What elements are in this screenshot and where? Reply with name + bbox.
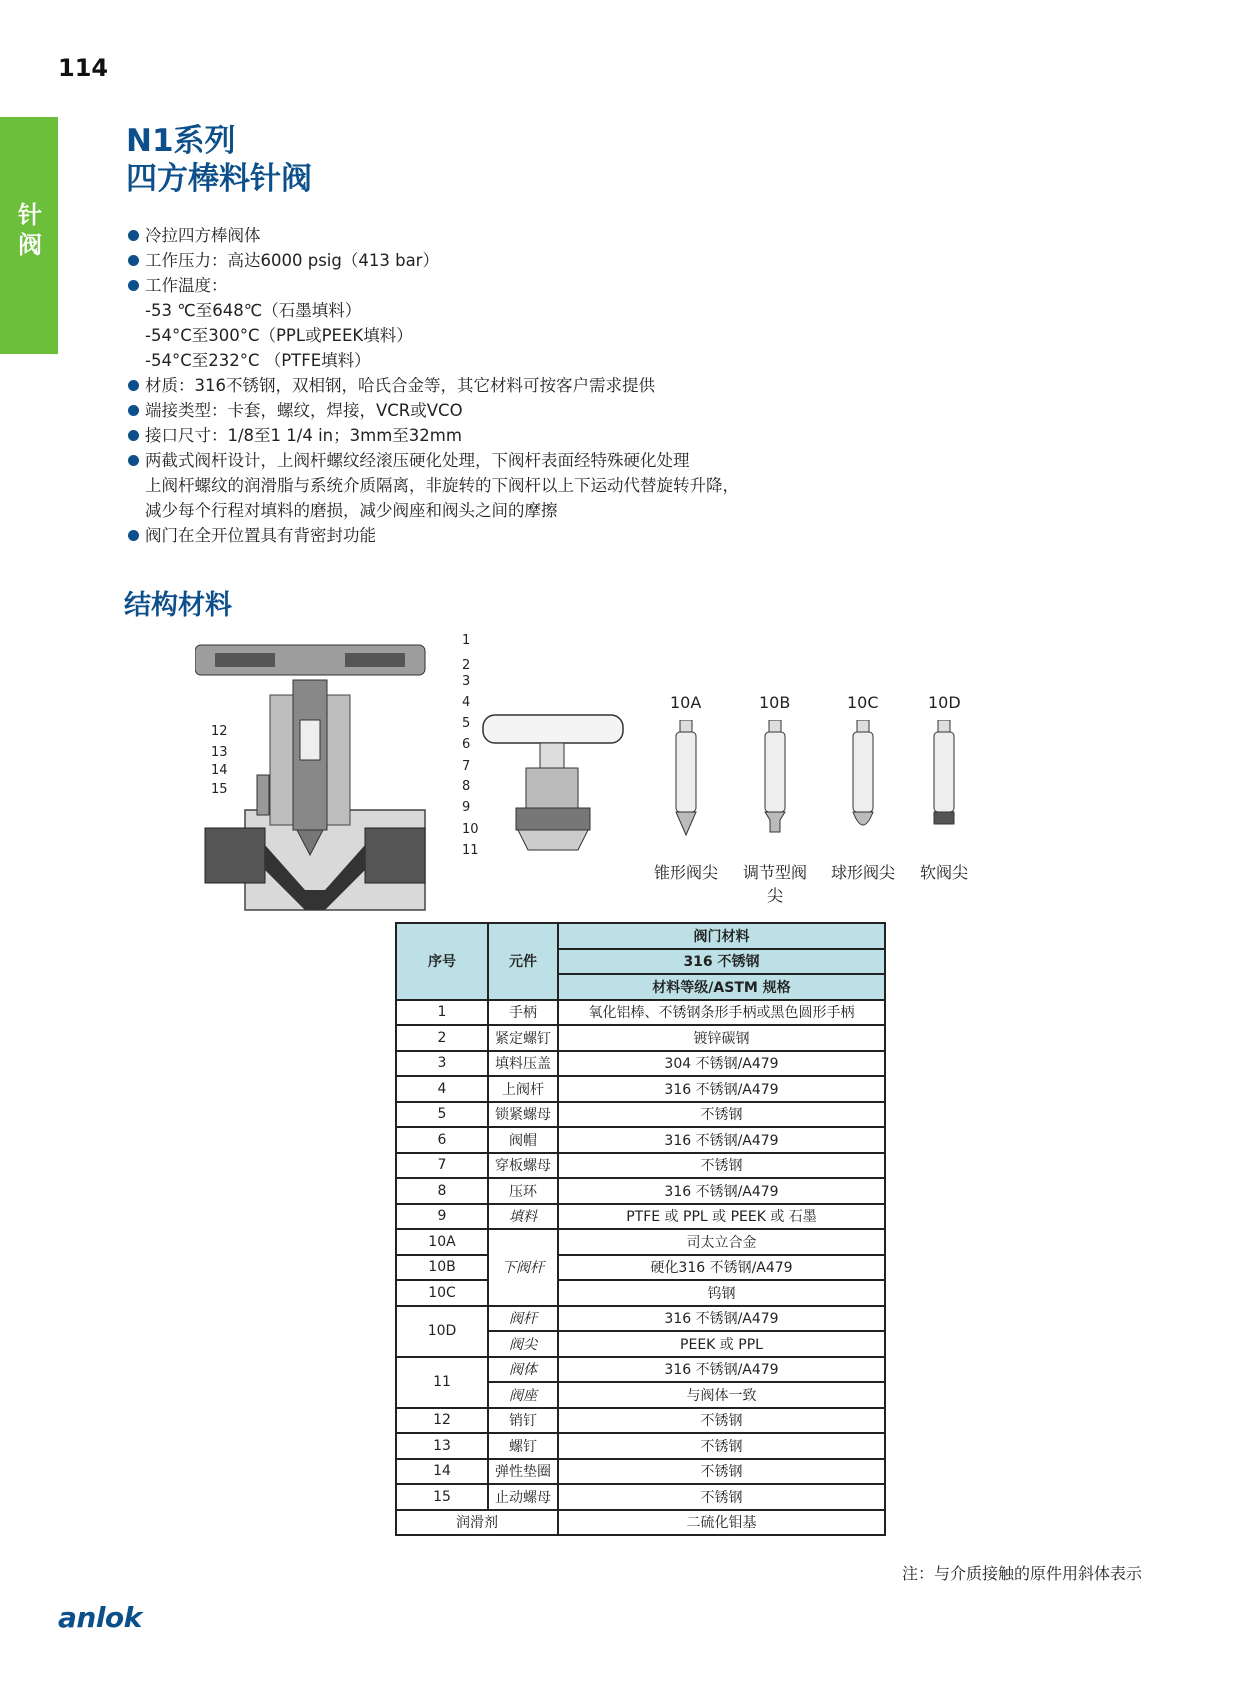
- feature-text: 上阀杆螺纹的润滑脂与系统介质隔离，非旋转的下阀杆以上下运动代替旋转升降，: [145, 476, 739, 495]
- header-part: 元件: [488, 923, 558, 1000]
- feature-text: 接口尺寸：1/8至1 1/4 in；3mm至32mm: [145, 426, 462, 445]
- header-no: 序号: [396, 923, 488, 1000]
- diagram-label: 5: [462, 716, 471, 731]
- bullet-icon: [128, 455, 139, 466]
- cell-no: 10D: [396, 1306, 488, 1357]
- diagram-label: 8: [462, 779, 471, 794]
- table-row: [396, 1000, 885, 1026]
- cell-material: 二硫化钼基: [558, 1510, 885, 1536]
- bullet-icon: [128, 230, 139, 241]
- tip-code: 10A: [670, 693, 702, 712]
- feature-item: [128, 273, 739, 298]
- cell-no: 1: [396, 1000, 488, 1026]
- feature-text: 冷拉四方棒阀体: [145, 226, 261, 245]
- cell-no: 8: [396, 1178, 488, 1204]
- cell-no: 12: [396, 1408, 488, 1434]
- cell-no: 11: [396, 1357, 488, 1408]
- table-row: [396, 1178, 885, 1204]
- tip-name: 调节型阀尖: [742, 863, 807, 905]
- bullet-icon: [128, 280, 139, 291]
- cell-no: 13: [396, 1433, 488, 1459]
- header-material-group: 阀门材料: [558, 923, 885, 949]
- cell-no: 3: [396, 1051, 488, 1077]
- tip-code: 10B: [759, 693, 791, 712]
- cell-part: 紧定螺钉: [488, 1025, 558, 1051]
- cell-material: 镀锌碳钢: [558, 1025, 885, 1051]
- cell-no: 5: [396, 1102, 488, 1128]
- feature-item: [128, 473, 739, 498]
- cell-material: 氧化铝棒、不锈钢条形手柄或黑色圆形手柄: [558, 1000, 885, 1026]
- cell-part: 锁紧螺母: [488, 1102, 558, 1128]
- section-heading: 结构材料: [124, 590, 232, 621]
- cell-material: 316 不锈钢/A479: [558, 1178, 885, 1204]
- feature-item: [128, 323, 739, 348]
- cell-material: 304 不锈钢/A479: [558, 1051, 885, 1077]
- valve-tip-icon: [760, 720, 790, 840]
- cell-part: 填料: [488, 1204, 558, 1230]
- valve-tip-icon: [671, 720, 701, 840]
- cell-part: 下阀杆: [488, 1229, 558, 1306]
- cell-no: 10A: [396, 1229, 488, 1255]
- cell-no: 4: [396, 1076, 488, 1102]
- bullet-icon: [128, 380, 139, 391]
- cell-material: 与阀体一致: [558, 1382, 885, 1408]
- valve-tip-icon: [929, 720, 959, 840]
- cell-no: 10C: [396, 1280, 488, 1306]
- cell-material: 316 不锈钢/A479: [558, 1306, 885, 1332]
- cell-no: 2: [396, 1025, 488, 1051]
- bullet-icon: [128, 405, 139, 416]
- bullet-icon: [128, 530, 139, 541]
- feature-item: [128, 423, 739, 448]
- feature-item: [128, 348, 739, 373]
- cell-part: 止动螺母: [488, 1484, 558, 1510]
- diagram-label: 2: [462, 658, 471, 673]
- diagram-label: 10: [462, 822, 479, 837]
- cell-material: 硬化316 不锈钢/A479: [558, 1255, 885, 1281]
- cell-material: 316 不锈钢/A479: [558, 1357, 885, 1383]
- cell-part: 阀座: [488, 1382, 558, 1408]
- diagram-label: 6: [462, 737, 471, 752]
- feature-item: [128, 498, 739, 523]
- cell-part: 上阀杆: [488, 1076, 558, 1102]
- feature-item: [128, 298, 739, 323]
- cell-no: 7: [396, 1153, 488, 1179]
- diagram-label: 9: [462, 800, 471, 815]
- side-tab-label: 针阀: [18, 201, 42, 259]
- diagram-label: 11: [462, 843, 479, 858]
- feature-text: -54°C至300°C（PPL或PEEK填料）: [145, 326, 413, 345]
- header-material: 316 不锈钢: [558, 949, 885, 975]
- page-title: [126, 122, 312, 198]
- table-row: [396, 1408, 885, 1434]
- valve-cross-section-diagram: [195, 640, 495, 930]
- feature-item: [128, 448, 739, 473]
- cell-material: 不锈钢: [558, 1484, 885, 1510]
- table-row: [396, 1229, 885, 1255]
- header-spec: 材料等级/ASTM 规格: [558, 974, 885, 1000]
- diagram-label: 14: [211, 763, 228, 778]
- table-row: [396, 1459, 885, 1485]
- feature-text: 阀门在全开位置具有背密封功能: [145, 526, 376, 545]
- page-number: 114: [58, 54, 109, 82]
- feature-text: -54°C至232°C （PTFE填料）: [145, 351, 371, 370]
- cell-part: 销钉: [488, 1408, 558, 1434]
- cell-material: 司太立合金: [558, 1229, 885, 1255]
- diagram-label: 3: [462, 674, 471, 689]
- cell-no: 10B: [396, 1255, 488, 1281]
- table-row: [396, 1280, 885, 1306]
- table-row: [396, 1204, 885, 1230]
- tip-code: 10D: [928, 693, 961, 712]
- title-line-1: N1系列: [126, 123, 236, 159]
- bullet-icon: [128, 430, 139, 441]
- feature-text: 工作压力：高达6000 psig（413 bar）: [145, 251, 439, 270]
- table-row: [396, 1433, 885, 1459]
- table-row: [396, 1306, 885, 1332]
- cell-no: 14: [396, 1459, 488, 1485]
- feature-item: [128, 398, 739, 423]
- feature-text: 材质：316不锈钢，双相钢，哈氏合金等，其它材料可按客户需求提供: [145, 376, 655, 395]
- table-row: [396, 1127, 885, 1153]
- cell-material: 不锈钢: [558, 1433, 885, 1459]
- cell-no: 9: [396, 1204, 488, 1230]
- bullet-icon: [128, 255, 139, 266]
- cell-no: 15: [396, 1484, 488, 1510]
- cell-material: PTFE 或 PPL 或 PEEK 或 石墨: [558, 1204, 885, 1230]
- feature-item: [128, 223, 739, 248]
- cell-part: 压环: [488, 1178, 558, 1204]
- cell-material: 不锈钢: [558, 1408, 885, 1434]
- table-row: [396, 1076, 885, 1102]
- diagram-label: 13: [211, 745, 228, 760]
- diagram-label: 15: [211, 782, 228, 797]
- cell-part: 阀帽: [488, 1127, 558, 1153]
- cell-material: 钨钢: [558, 1280, 885, 1306]
- cell-material: PEEK 或 PPL: [558, 1331, 885, 1357]
- table-row: [396, 1153, 885, 1179]
- cell-material: 316 不锈钢/A479: [558, 1127, 885, 1153]
- materials-table: [395, 922, 886, 1536]
- cell-part: 穿板螺母: [488, 1153, 558, 1179]
- table-row: [396, 1357, 885, 1383]
- cell-no: 6: [396, 1127, 488, 1153]
- table-row: [396, 1484, 885, 1510]
- tip-name: 锥形阀尖: [653, 863, 718, 882]
- feature-text: -53 ℃至648℃（石墨填料）: [145, 301, 362, 320]
- title-line-2: 四方棒料针阀: [126, 161, 312, 197]
- cell-part: 填料压盖: [488, 1051, 558, 1077]
- tip-code: 10C: [847, 693, 879, 712]
- cell-part: 润滑剂: [396, 1510, 558, 1536]
- table-row: [396, 1051, 885, 1077]
- feature-text: 端接类型：卡套，螺纹，焊接，VCR或VCO: [145, 401, 463, 420]
- cell-part: 螺钉: [488, 1433, 558, 1459]
- valve-tip-icon: [848, 720, 878, 840]
- feature-text: 两截式阀杆设计，上阀杆螺纹经滚压硬化处理，下阀杆表面经特殊硬化处理: [145, 451, 690, 470]
- feature-text: 工作温度：: [145, 276, 228, 295]
- cell-part: 阀尖: [488, 1331, 558, 1357]
- brand-logo: anlok: [58, 1601, 142, 1634]
- feature-item: [128, 248, 739, 273]
- diagram-label: 7: [462, 759, 471, 774]
- table-row: [396, 1102, 885, 1128]
- cell-material: 不锈钢: [558, 1153, 885, 1179]
- table-row: [396, 1025, 885, 1051]
- cell-part: 阀体: [488, 1357, 558, 1383]
- table-row: [396, 1255, 885, 1281]
- cell-part: 弹性垫圈: [488, 1459, 558, 1485]
- feature-list: [128, 223, 739, 548]
- feature-text: 减少每个行程对填料的磨损，减少阀座和阀头之间的摩擦: [145, 501, 558, 520]
- table-row: [396, 1510, 885, 1536]
- diagram-label: 12: [211, 724, 228, 739]
- feature-item: [128, 523, 739, 548]
- diagram-label: 1: [462, 633, 471, 648]
- tip-name: 软阀尖: [919, 863, 968, 882]
- tip-name: 球形阀尖: [830, 863, 895, 882]
- cell-part: 手柄: [488, 1000, 558, 1026]
- cell-material: 不锈钢: [558, 1102, 885, 1128]
- diagram-label: 4: [462, 695, 471, 710]
- feature-item: [128, 373, 739, 398]
- cell-material: 316 不锈钢/A479: [558, 1076, 885, 1102]
- cell-part: 阀杆: [488, 1306, 558, 1332]
- valve-external-view: [478, 710, 628, 855]
- footnote: 注：与介质接触的原件用斜体表示: [902, 1564, 1143, 1583]
- cell-material: 不锈钢: [558, 1459, 885, 1485]
